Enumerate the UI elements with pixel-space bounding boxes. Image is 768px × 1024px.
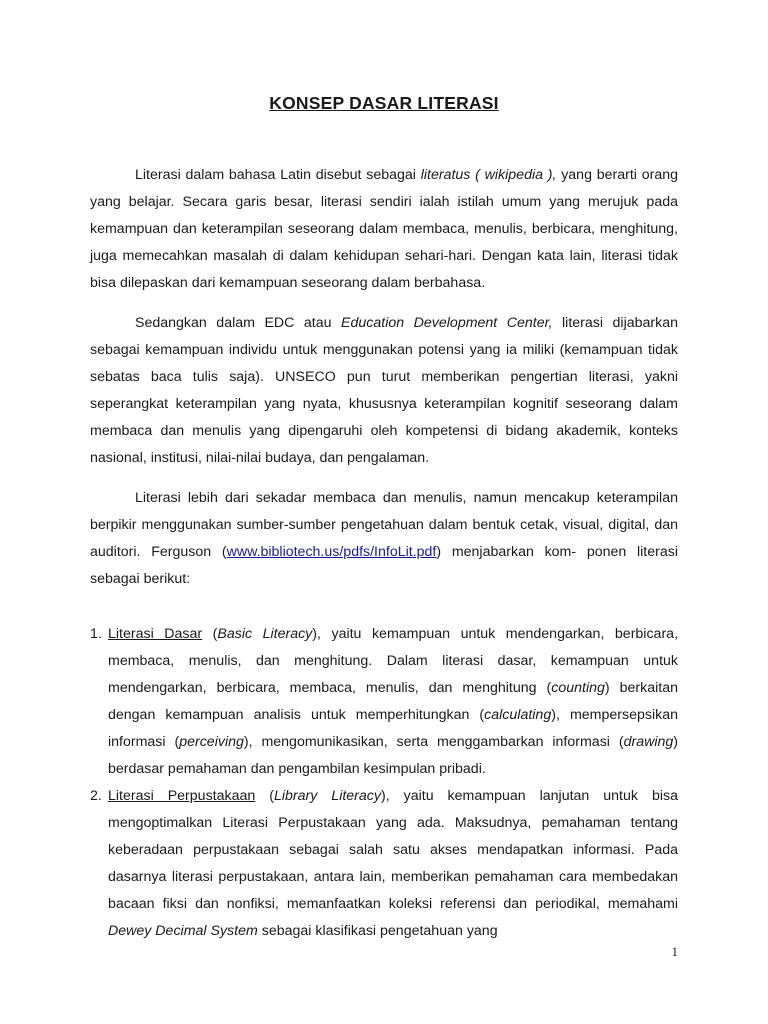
text: ( [255, 788, 274, 804]
list-number: 1. [90, 626, 102, 642]
list-item [90, 621, 678, 783]
text: ), mengomunikasikan, serta menggambarkan informasi ( [243, 734, 624, 750]
paragraph-3 [90, 485, 678, 593]
list-number: 2. [90, 788, 102, 804]
text: ( [202, 626, 218, 642]
list-term: Literasi Perpustakaan [108, 788, 256, 804]
italic-text: counting [551, 680, 605, 696]
italic-text: Education Development Center, [341, 315, 553, 331]
text: Literasi lebih dari sekadar membaca dan menulis, namun mencakup keterampilan berpikir menggunakan sumber-sumber pengetahuan dalam bentuk cetak, visual, digital, dan auditori. Ferguson ( [90, 490, 678, 560]
text: literasi dijabarkan sebagai kemampuan individu untuk menggunakan potensi yang ia miliki (kemampuan tidak sebatas baca tulis saja). UNSECO pun turut memberikan pengertian literasi, yakni seperangkat keterampilan yang nyata, khususnya keterampilan kognitif seseorang dalam membaca dan menulis yang dipengaruhi oleh kompetensi di bidang akademik, konteks nasional, institusi, nilai-nilai budaya, dan pengalaman. [90, 315, 678, 466]
italic-text: literatus ( wikipedia ), [420, 167, 557, 183]
text: ), yaitu kemampuan untuk mendengarkan, berbicara, membaca, menulis, dan menghitung. Dalam literasi dasar, kemampuan untuk mendengarkan, berbicara, membaca, menulis, dan menghitung ( [108, 626, 679, 696]
italic-text: Basic Literacy [217, 626, 313, 642]
italic-text: perceiving [179, 734, 244, 750]
italic-text: calculating [484, 707, 552, 723]
paragraph-1 [90, 162, 678, 297]
text: sebagai klasifikasi pengetahuan yang [257, 923, 498, 939]
list-item [90, 783, 678, 945]
document-page [90, 0, 678, 1024]
text: ) menjabarkan kom- ponen literasi sebagai berikut: [90, 544, 678, 587]
text: ), mempersepsikan informasi ( [108, 707, 678, 750]
italic-text: Dewey Decimal System [108, 923, 258, 939]
page-number: 1 [671, 944, 678, 959]
text: ) berkaitan dengan kemampuan analisis untuk memperhitungkan ( [108, 680, 679, 723]
text: yang berarti orang yang belajar. Secara garis besar, literasi sendiri ialah istilah umum yang merujuk pada kemampuan dan keterampilan seseorang dalam membaca, menulis, berbicara, menghitung, juga memecahkan masalah di dalam kehidupan sehari-hari. Dengan kata lain, literasi tidak bisa dilepaskan dari kemampuan seseorang dalam berbahasa. [90, 167, 678, 291]
text: Sedangkan dalam EDC atau [135, 315, 342, 331]
italic-text: drawing [623, 734, 674, 750]
text: ), yaitu kemampuan lanjutan untuk bisa mengoptimalkan Literasi Perpustakaan yang ada. Maksudnya, pemahaman tentang keberadaan perpustakaan sebagai salah satu akses mendapatkan informasi. Pada dasarnya literasi perpustakaan, antara lain, memberikan pemahaman cara membedakan bacaan fiksi dan nonfiksi, memanfaatkan koleksi referensi dan periodikal, memahami [108, 788, 678, 912]
document-body [90, 162, 678, 945]
list-term: Literasi Dasar [108, 626, 203, 642]
paragraph-2 [90, 310, 678, 472]
literacy-components-list [90, 621, 678, 945]
italic-text: Library Literacy [273, 788, 381, 804]
infolit-link[interactable]: www.bibliotech.us/pdfs/InfoLit.pdf [226, 544, 437, 560]
page-title: KONSEP DASAR LITERASI [269, 93, 499, 113]
text: ) berdasar pemahaman dan pengambilan kesimpulan pribadi. [108, 734, 678, 777]
text: Literasi dalam bahasa Latin disebut sebagai [135, 167, 421, 183]
